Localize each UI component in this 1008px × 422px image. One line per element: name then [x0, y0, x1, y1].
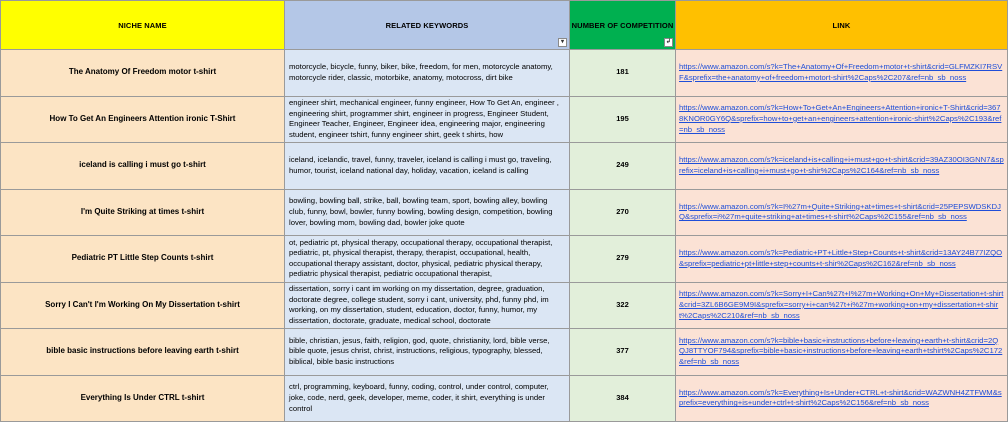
keywords-text: engineer shirt, mechanical engineer, funny engineer, How To Get An, engineer , engineering shirt, programmer shirt, engineer in progress, Engineer Student, Engineer Teacher, Engineer, Engineer idea, engineering major, engineering student, engineer tshirt, funny engineer shirt, geek t shirts, how — [289, 98, 559, 139]
keywords-cell[interactable] — [285, 143, 570, 190]
keywords-cell[interactable] — [285, 236, 570, 283]
competition-count: 384 — [616, 392, 629, 402]
niche-cell[interactable] — [1, 236, 285, 283]
amazon-search-link[interactable]: https://www.amazon.com/s?k=The+Anatomy+Of+Freedom+motor+t-shirt&crid=GLFMZKI7RSVF&sprefix=the+anatomy+of+freedom+motort-shirt%2Caps%2C207&ref=nb_sb_noss — [679, 62, 1003, 82]
niche-cell[interactable] — [1, 375, 285, 422]
competition-count: 279 — [616, 253, 629, 263]
keywords-cell[interactable] — [285, 50, 570, 97]
link-cell[interactable] — [676, 375, 1008, 422]
link-cell[interactable] — [676, 143, 1008, 190]
amazon-search-link[interactable]: https://www.amazon.com/s?k=Everything+Is+Under+CTRL+t-shirt&crid=WAZWNH4ZTFWM&sprefix=everything+is+under+ctrl+t-shirt%2Caps%2C156&ref=nb_sb_noss — [679, 387, 1002, 408]
competition-count: 249 — [616, 160, 629, 170]
table-row — [1, 375, 1008, 422]
niche-name: Everything Is Under CTRL t-shirt — [80, 392, 205, 402]
competition-count: 270 — [616, 206, 629, 216]
competition-cell[interactable] — [570, 329, 676, 376]
niche-name: bible basic instructions before leaving earth t-shirt — [46, 346, 239, 356]
niche-cell[interactable] — [1, 50, 285, 97]
header-number-of-competition[interactable] — [570, 1, 676, 50]
competition-count: 322 — [616, 299, 629, 309]
keywords-text: motorcycle, bicycle, funny, biker, bike, freedom, for men, motorcycle anatomy, motorcycle rider, classic, motorbike, anatomy, motocross, dirt bike — [289, 62, 553, 82]
header-link[interactable] — [676, 1, 1008, 50]
link-cell[interactable] — [676, 329, 1008, 376]
niche-cell[interactable] — [1, 96, 285, 143]
keywords-text: bowling, bowling ball, strike, ball, bowling team, sport, bowling alley, bowling club, funny, bowl, bowler, funny bowling, bowling design, competition, bowling lover, bowling mom, bowling dad, bowler joke quote — [289, 196, 553, 227]
table-row — [1, 189, 1008, 236]
niche-name: The Anatomy Of Freedom motor t-shirt — [68, 67, 217, 77]
header-keywords-label: RELATED KEYWORDS — [385, 20, 469, 30]
competition-cell[interactable] — [570, 375, 676, 422]
keywords-cell[interactable] — [285, 189, 570, 236]
competition-count: 377 — [616, 346, 629, 356]
link-cell[interactable] — [676, 236, 1008, 283]
header-niche-label: NICHE NAME — [118, 20, 167, 30]
niche-name: How To Get An Engineers Attention ironic T-Shirt — [49, 113, 236, 123]
table-row — [1, 143, 1008, 190]
amazon-search-link[interactable]: https://www.amazon.com/s?k=I%27m+Quite+Striking+at+times+t-shirt&crid=25PEPSWDSKDJQ&sprefix=i%27m+quite+striking+at+times+t-shirt%2Caps%2C155&ref=nb_sb_noss — [679, 201, 1001, 222]
keywords-text: ctrl, programming, keyboard, funny, coding, control, under control, computer, joke, code, nerd, geek, developer, meme, coder, it shirt, everything is under control — [289, 382, 549, 413]
niche-name: I'm Quite Striking at times t-shirt — [80, 206, 205, 216]
keywords-text: iceland, icelandic, travel, funny, traveler, iceland is calling i must go, traveling, humor, tourist, iceland national day, holiday, vacation, iceland is calling — [289, 155, 552, 175]
header-niche-name[interactable] — [1, 1, 285, 50]
link-cell[interactable] — [676, 50, 1008, 97]
amazon-search-link[interactable]: https://www.amazon.com/s?k=How+To+Get+An+Engineers+Attention+ironic+T-Shirt&crid=3678KNOR0GY6Q&sprefix=how+to+get+an+engineers+attention+ironic-shirt%2Caps%2C193&ref=nb_sb_noss — [679, 103, 1002, 134]
link-cell[interactable] — [676, 189, 1008, 236]
keywords-text: dissertation, sorry i cant im working on my dissertation, degree, graduation, doctorate degree, college student, sorry i cant, university, phd, funny phd, im working, on my dissertation, student, education, doctor, funny, humor, my dissertation, doctorate, graduate, medical school, doctorate — [289, 284, 549, 325]
filter-dropdown-icon[interactable]: ▾ — [558, 38, 567, 47]
link-cell[interactable] — [676, 96, 1008, 143]
sort-filter-icon[interactable]: ↲ — [665, 39, 672, 45]
niche-name: Sorry I Can't I'm Working On My Dissertation t-shirt — [45, 299, 240, 309]
amazon-search-link[interactable]: https://www.amazon.com/s?k=bible+basic+instructions+before+leaving+earth+t-shirt&crid=2QQJ8TTYOF794&sprefix=bible+basic+instructions+before+leaving+earth+tshirt%2Caps%2C172&ref=nb_sb_noss — [679, 335, 1003, 367]
niche-cell[interactable] — [1, 189, 285, 236]
keywords-text: ot, pediatric pt, physical therapy, occupational therapy, occupational therapist, pediatric, pt, physical therapist, therapy, therapist, occupational, health, occupational therapy assistant, doctor, physical, pediatric physical therapy, pediatric physical therapist, pediatric occupational therapist, — [289, 237, 553, 279]
competition-cell[interactable] — [570, 96, 676, 143]
header-link-label: LINK — [832, 20, 851, 30]
competition-cell[interactable] — [570, 282, 676, 329]
niche-cell[interactable] — [1, 143, 285, 190]
header-related-keywords[interactable] — [285, 1, 570, 50]
niche-cell[interactable] — [1, 329, 285, 376]
keywords-cell[interactable] — [285, 375, 570, 422]
competition-count: 181 — [616, 67, 629, 77]
niche-cell[interactable] — [1, 282, 285, 329]
table-row — [1, 236, 1008, 283]
competition-cell[interactable] — [570, 50, 676, 97]
amazon-search-link[interactable]: https://www.amazon.com/s?k=iceland+is+calling+i+must+go+t-shirt&crid=39AZ30OI3GNN7&sprefix=iceland+is+calling+i+must+go+t-shir%2Caps%2C164&ref=nb_sb_noss — [679, 155, 1004, 175]
keywords-cell[interactable] — [285, 329, 570, 376]
competition-cell[interactable] — [570, 143, 676, 190]
amazon-search-link[interactable]: https://www.amazon.com/s?k=Pediatric+PT+Little+Step+Counts+t-shirt&crid=13AY24B77IZQO&sprefix=pediatric+pt+little+step+counts+t-shir%2Caps%2C162&ref=nb_sb_noss — [679, 248, 1003, 268]
table-row — [1, 96, 1008, 143]
keywords-text: bible, christian, jesus, faith, religion, god, quote, christianity, lord, bible verse, bible quote, jesus christ, christ, instructions, religious, typography, blessed, biblical, bible basic instructions — [289, 335, 550, 367]
amazon-search-link[interactable]: https://www.amazon.com/s?k=Sorry+I+Can%27t+I%27m+Working+On+My+Dissertation+t-shirt&crid=3ZL6B6GE9M9I&sprefix=sorry+i+can%27t+i%27m+working+on+my+dissertation+t-shirt%2Caps%2C210&ref=nb_sb_noss — [679, 289, 1004, 320]
table-row — [1, 282, 1008, 329]
link-cell[interactable] — [676, 282, 1008, 329]
keywords-cell[interactable] — [285, 282, 570, 329]
niche-name: Pediatric PT Little Step Counts t-shirt — [71, 253, 214, 263]
competition-count: 195 — [616, 113, 629, 123]
competition-cell[interactable] — [570, 236, 676, 283]
header-competition-label: NUMBER OF COMPETITION — [571, 20, 674, 30]
table-row — [1, 329, 1008, 376]
keywords-cell[interactable] — [285, 96, 570, 143]
competition-cell[interactable] — [570, 189, 676, 236]
header-row — [1, 1, 1008, 50]
table-row — [1, 50, 1008, 97]
niche-name: iceland is calling i must go t-shirt — [79, 160, 206, 170]
